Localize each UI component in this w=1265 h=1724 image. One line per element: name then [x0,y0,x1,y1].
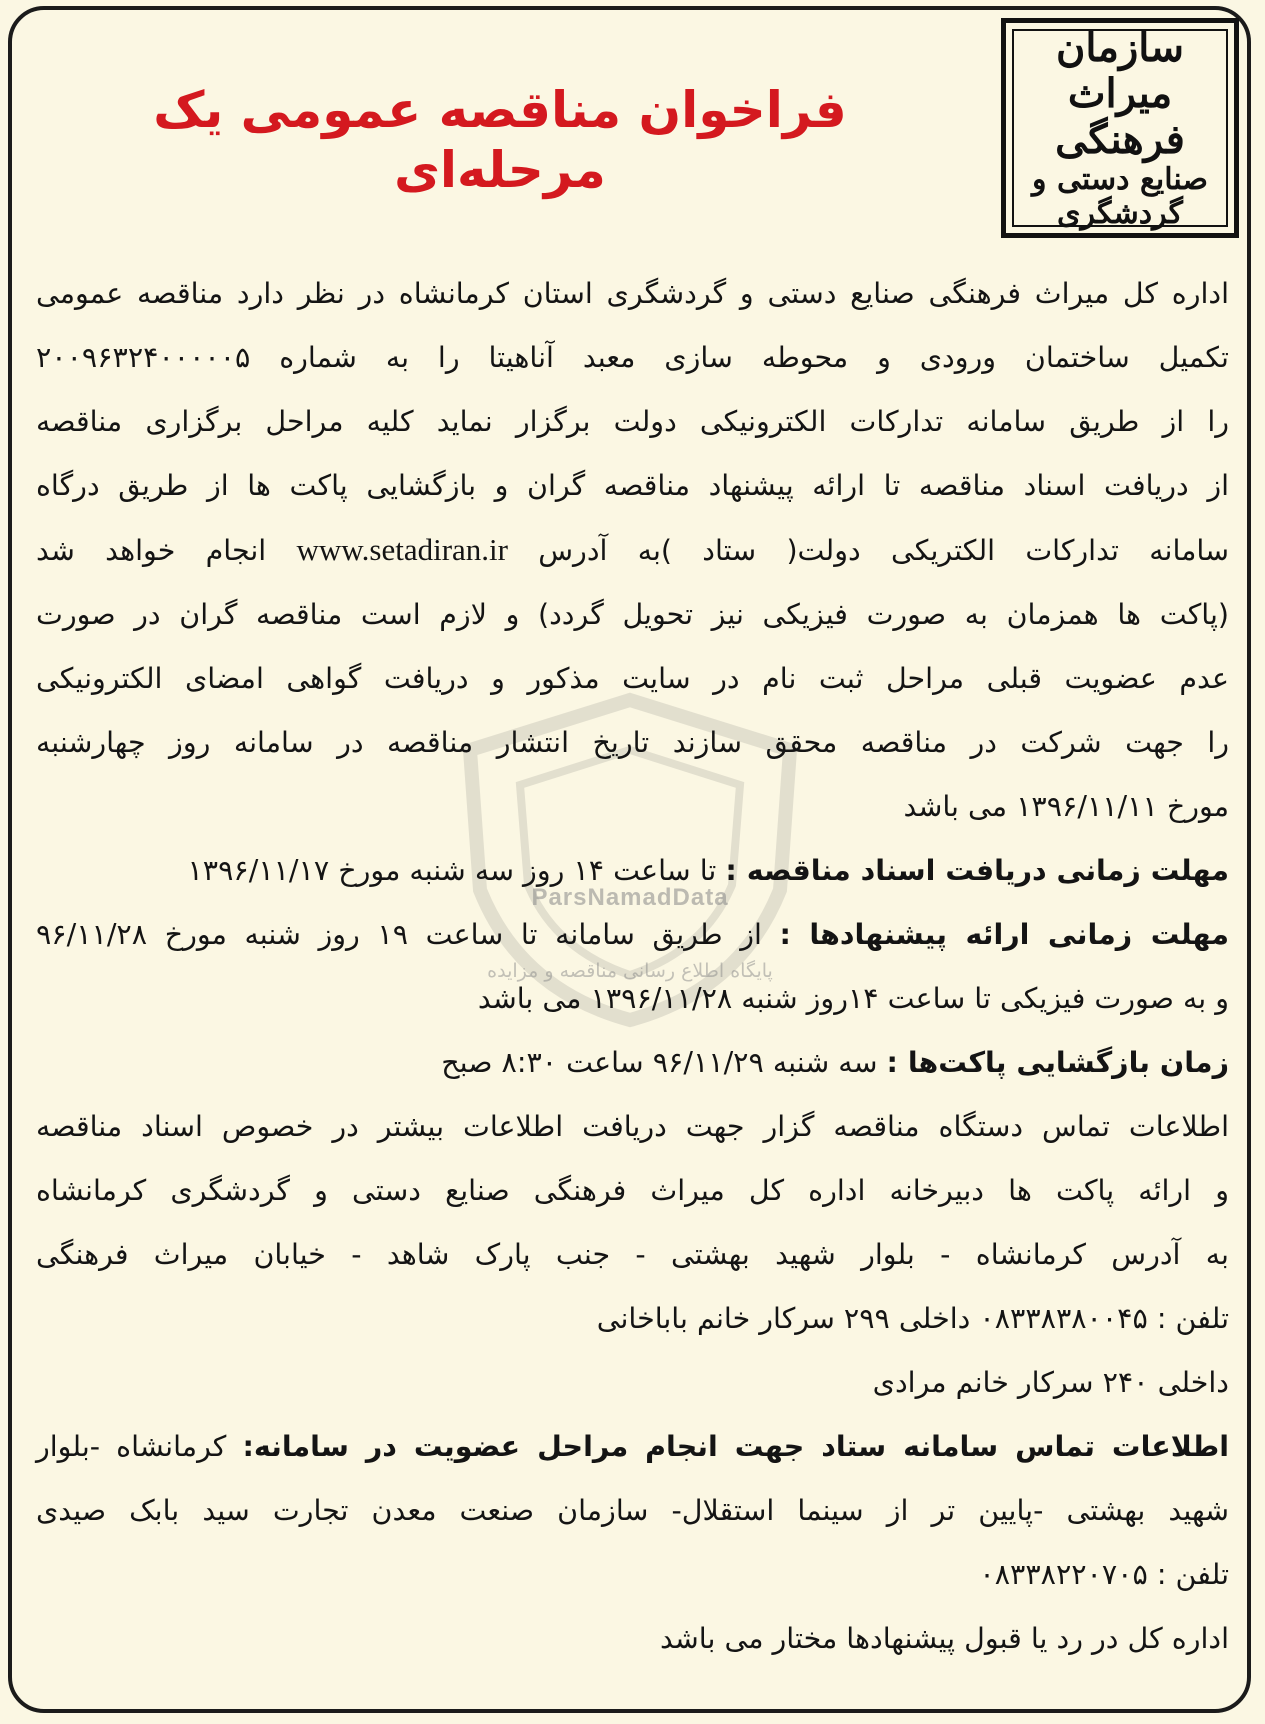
deadline-bids-label: مهلت زمانی ارائه پیشنهادها : [779,918,1229,951]
deadline-bids-value: از طریق سامانه تا ساعت ۱۹ روز شنبه مورخ ۹۶/۱۱/۲۸ [36,918,780,951]
opening-label: زمان بازگشایی پاکت‌ها : [886,1046,1229,1079]
contact-paragraph [36,1095,1229,1415]
intro-line: را از طریق سامانه تدارکات الکترونیکی دولت برگزار نماید کلیه مراحل برگزاری مناقصه [36,405,1229,438]
deadline-docs-label: مهلت زمانی دریافت اسناد مناقصه : [725,854,1229,887]
setad-phone: تلفن : ۰۸۳۳۸۲۲۰۷۰۵ [979,1558,1229,1591]
deadline-bids-physical: و به صورت فیزیکی تا ساعت ۱۴روز شنبه ۱۳۹۶/۱۱/۲۸ می باشد [477,982,1229,1015]
intro-line: را جهت شرکت در مناقصه محقق سازند تاریخ انتشار مناقصه در سامانه روز چهارشنبه [36,726,1229,759]
logo-line-2: صنایع دستی و گردشگری [1032,161,1208,231]
setad-line: شهید بهشتی -پایین تر از سینما استقلال- سازمان صنعت معدن تجارت سید بابک صیدی [36,1494,1229,1527]
closing-note: اداره کل در رد یا قبول پیشنهادها مختار می باشد [659,1622,1229,1655]
setad-contact [36,1415,1229,1479]
setad-value: کرمانشاه -بلوار [36,1430,243,1463]
deadline-docs-value: تا ساعت ۱۴ روز سه شنبه مورخ ۱۳۹۶/۱۱/۱۷ [187,854,726,887]
organization-logo [1001,18,1239,238]
intro-line: از دریافت اسناد مناقصه تا ارائه پیشنهاد مناقصه گران و بازگشایی پاکت ها از طریق درگاه [36,469,1229,502]
setad-label: اطلاعات تماس سامانه ستاد جهت انجام مراحل عضویت در سامانه: [242,1430,1229,1463]
intro-paragraph [36,262,1229,839]
intro-line: عدم عضویت قبلی مراحل ثبت نام در سایت مذکور و دریافت گواهی امضای الکترونیکی [36,662,1229,695]
website-url: www.setadiran.ir [296,532,508,567]
contact-line: اطلاعات تماس دستگاه مناقصه گزار جهت دریافت اطلاعات بیشتر در خصوص اسناد مناقصه [36,1110,1229,1143]
opening-value: سه شنبه ۹۶/۱۱/۲۹ ساعت ۸:۳۰ صبح [441,1046,887,1079]
website-line-before: سامانه تدارکات الکتریکی دولت( ستاد )به آدرس [538,534,1229,567]
intro-line: مورخ ۱۳۹۶/۱۱/۱۱ می باشد [903,790,1229,823]
deadline-bids [36,903,1229,967]
website-line-after: انجام خواهد شد [36,534,267,567]
watermark-brand: ParsNamadData [531,884,729,911]
website-line [36,518,1229,583]
contact-line: و ارائه پاکت ها دبیرخانه اداره کل میراث فرهنگی صنایع دستی و گردشگری کرمانشاه [36,1174,1229,1207]
intro-line: تکمیل ساختمان ورودی و محوطه سازی معبد آناهیتا را به شماره ۲۰۰۹۶۳۲۴۰۰۰۰۰۵ [36,341,1229,374]
deadline-docs [36,839,1229,903]
intro-line: اداره کل میراث فرهنگی صنایع دستی و گردشگری استان کرمانشاه در نظر دارد مناقصه عمومی [36,277,1229,310]
setad-paragraph [36,1479,1229,1607]
contact-extension: داخلی ۲۴۰ سرکار خانم مرادی [872,1366,1229,1399]
watermark-tagline: پایگاه اطلاع رسانی مناقصه و مزایده [487,960,773,982]
opening-time [36,1031,1229,1095]
contact-phone: تلفن : ۰۸۳۳۸۳۸۰۰۴۵ داخلی ۲۹۹ سرکار خانم باباخانی [596,1302,1229,1335]
notice-title: فراخوان مناقصه عمومی یک مرحله‌ای [153,81,847,199]
logo-line-1: سازمان میراث فرهنگی [1055,23,1185,163]
intro-line: (پاکت ها همزمان به صورت فیزیکی نیز تحویل گردد) و لازم است مناقصه گران در صورت [36,598,1229,631]
notice-body [36,262,1229,1671]
contact-line: به آدرس کرمانشاه - بلوار شهید بهشتی - جنب پارک شاهد - خیابان میراث فرهنگی [36,1238,1229,1271]
